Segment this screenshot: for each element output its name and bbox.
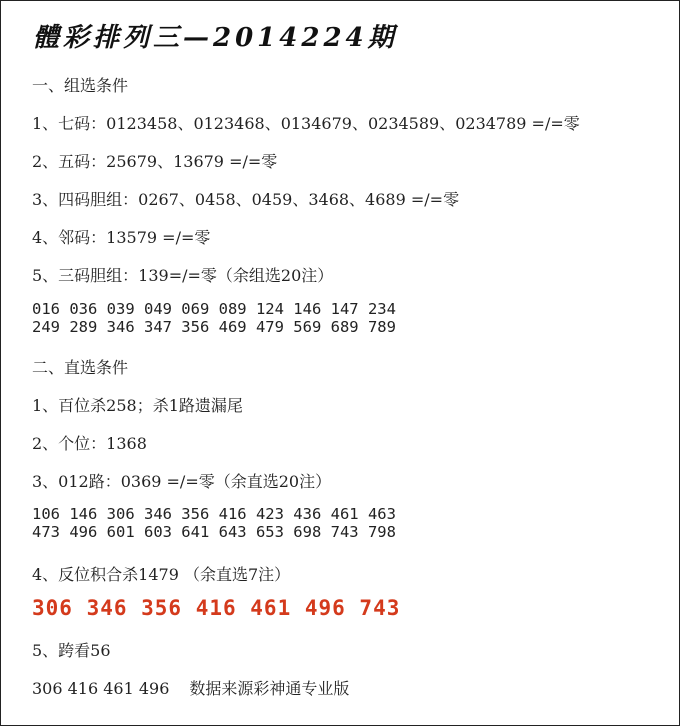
data-source: 数据来源彩神通专业版: [189, 679, 350, 698]
number-row: 016 036 039 049 069 089 124 146 147 234: [32, 300, 396, 318]
condition-item: 4、邻码：13579 =/=零: [32, 228, 211, 247]
condition-item: 5、跨看56: [32, 641, 111, 660]
condition-item: 5、三码胆组：139=/=零（余组选20注）: [32, 266, 334, 285]
page-title: 體彩排列三—2014224期: [33, 23, 398, 53]
number-row: 249 289 346 347 356 469 479 569 689 789: [32, 318, 396, 336]
condition-item: 1、百位杀258；杀1路遗漏尾: [32, 396, 243, 415]
condition-item: 4、反位积合杀1479 （余直选7注）: [32, 565, 291, 584]
number-row: 106 146 306 346 356 416 423 436 461 463: [32, 505, 396, 523]
condition-item: 3、四码胆组：0267、0458、0459、3468、4689 =/=零: [32, 190, 460, 209]
section2-heading: 二、直选条件: [32, 358, 129, 377]
condition-item: 2、个位：1368: [32, 434, 147, 453]
condition-item: 3、012路：0369 =/=零（余直选20注）: [32, 472, 332, 491]
number-row: 473 496 601 603 641 643 653 698 743 798: [32, 523, 396, 541]
footer-line: [32, 676, 349, 699]
highlight-numbers: 306 346 356 416 461 496 743: [32, 596, 401, 620]
section1-heading: 一、组选条件: [32, 76, 129, 95]
condition-item: 2、五码：25679、13679 =/=零: [32, 152, 278, 171]
footer-numbers: 306 416 461 496: [32, 679, 170, 698]
condition-item: 1、七码：0123458、0123468、0134679、0234589、0234789 =/=零: [32, 114, 580, 133]
